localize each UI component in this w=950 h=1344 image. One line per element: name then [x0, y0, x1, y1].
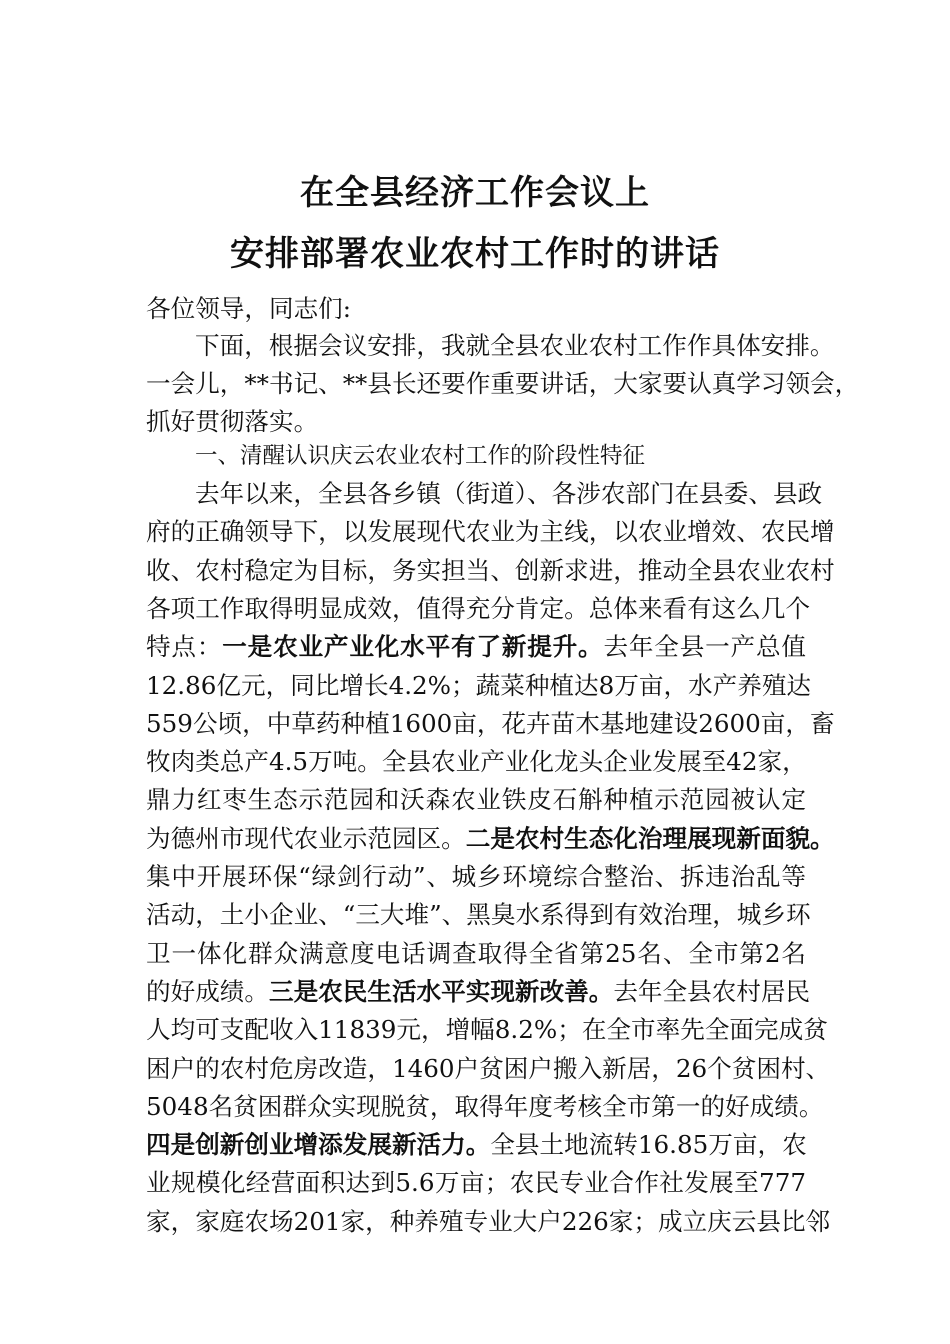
- body-text: 业规模化经营面积达到5.6万亩；农民专业合作社发展至777: [146, 1168, 806, 1197]
- body-line: [146, 781, 806, 819]
- body-text: 5048名贫困群众实现脱贫，取得年度考核全市第一的好成绩。: [146, 1092, 824, 1121]
- body-line: [146, 667, 812, 705]
- body-line: [146, 935, 806, 973]
- body-text: 集中开展环保“绿剑行动”、城乡环境综合整治、拆违治乱等: [146, 862, 806, 891]
- body-text: 去年全县一产总值: [603, 632, 806, 661]
- body-text: 卫一体化群众满意度电话调查取得全省第25名、全市第2名: [146, 939, 806, 968]
- body-line: [146, 858, 806, 896]
- highlight-phrase: 二是农村生态化治理展现新面貌。: [465, 824, 835, 853]
- title-line-1: 在全县经济工作会议上: [300, 173, 650, 213]
- body-line: [146, 1050, 831, 1088]
- body-line: [146, 705, 835, 743]
- body-line: [146, 1088, 824, 1126]
- body-line: [146, 1126, 806, 1164]
- body-text: 收、农村稳定为目标，务实担当、创新求进，推动全县农业农村: [146, 556, 835, 585]
- body-text: 人均可支配收入11839元，增幅8.2%；在全市率先全面完成贫: [146, 1015, 828, 1044]
- body-line: [146, 628, 806, 666]
- body-line: [146, 590, 811, 628]
- body-text: 鼎力红枣生态示范园和沃森农业铁皮石斛种植示范园被认定: [146, 785, 806, 814]
- body-text: 牧肉类总产4.5万吨。全县农业产业化龙头企业发展至42家，: [146, 747, 807, 776]
- salutation: 各位领导，同志们:: [146, 294, 352, 323]
- body-line: [146, 896, 811, 934]
- body-line: [146, 552, 835, 590]
- body-text: 559公顷，中草药种植1600亩，花卉苗木基地建设2600亩，畜: [146, 709, 835, 738]
- body-line: [146, 820, 835, 858]
- body-text: 活动，土小企业、“三大堆”、黑臭水系得到有效治理，城乡环: [146, 900, 811, 929]
- section-heading: 一、清醒认识庆云农业农村工作的阶段性特征: [195, 443, 646, 469]
- body-line: [146, 513, 835, 551]
- body-text: 12.86亿元，同比增长4.2%；蔬菜种植达8万亩，水产养殖达: [146, 671, 812, 700]
- body-line: [146, 1164, 806, 1202]
- body-text: 各项工作取得明显成效，值得充分肯定。总体来看有这么几个: [146, 594, 811, 623]
- body-text: 府的正确领导下，以发展现代农业为主线，以农业增效、农民增: [146, 517, 835, 546]
- body-text: 困户的农村危房改造，1460户贫困户搬入新居，26个贫困村、: [146, 1054, 831, 1083]
- body-text: 家，家庭农场201家，种养殖专业大户226家；成立庆云县比邻: [146, 1207, 831, 1236]
- intro-line: 一会儿，**书记、**县长还要作重要讲话，大家要认真学习领会，: [146, 369, 860, 398]
- body-line: [195, 475, 823, 513]
- body-text: 全县土地流转16.85万亩，农: [490, 1130, 807, 1159]
- highlight-phrase: 一是农业产业化水平有了新提升。: [222, 632, 604, 661]
- body-text: 去年全县农村居民: [613, 977, 811, 1006]
- body-line: [146, 973, 811, 1011]
- title-line-2: 安排部署农业农村工作时的讲话: [230, 234, 720, 274]
- highlight-phrase: 三是农民生活水平实现新改善。: [268, 977, 614, 1006]
- intro-line: 抓好贯彻落实。: [146, 407, 319, 436]
- body-text: 为德州市现代农业示范园区。: [146, 824, 466, 853]
- body-line: [146, 743, 806, 781]
- body-line: [146, 1011, 828, 1049]
- body-line: [146, 1203, 831, 1241]
- body-text: 的好成绩。: [146, 977, 269, 1006]
- body-text: 特点：: [146, 632, 223, 661]
- highlight-phrase: 四是创新创业增添发展新活力。: [146, 1130, 491, 1159]
- intro-line: 下面，根据会议安排，我就全县农业农村工作作具体安排。: [195, 331, 835, 360]
- body-text: 去年以来，全县各乡镇（街道）、各涉农部门在县委、县政: [195, 479, 823, 508]
